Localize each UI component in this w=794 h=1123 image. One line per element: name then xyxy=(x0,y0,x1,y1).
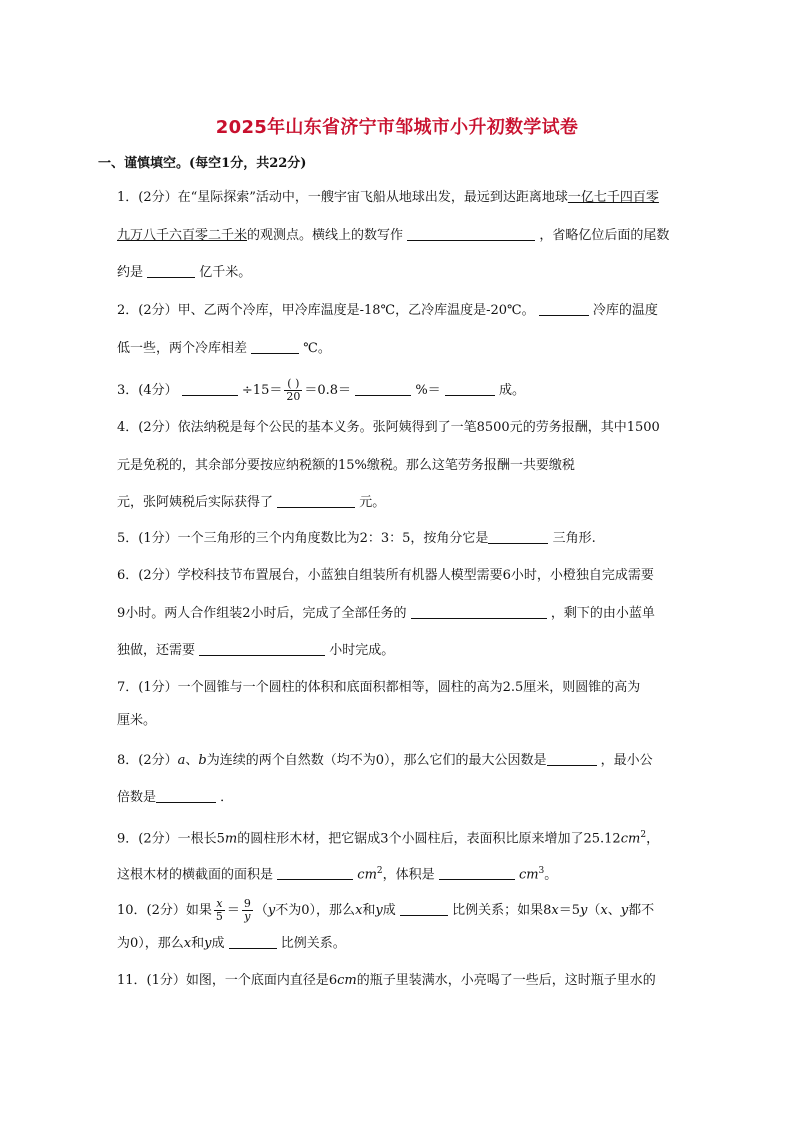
fraction-over-20: $\frac{( )}{20}$ xyxy=(286,377,301,403)
question-5-line-1: 5．(1分）一个三角形的三个内角度数比为2：3：5，按角分它是 三角形. xyxy=(117,531,596,546)
answer-blank-q8-2[interactable] xyxy=(156,790,216,803)
answer-blank-q5[interactable] xyxy=(488,531,548,544)
question-6-line-2: 9小时。两人合作组装2小时后，完成了全部任务的 ，剩下的由小蓝单 xyxy=(117,606,655,621)
question-9-line-1: 9．(2分）一根长5m的圆柱形木材，把它锯成3个小圆柱后，表面积比原来增加了$25.12cm^2$， xyxy=(117,830,660,847)
section-heading: 一、谨慎填空。(每空1分，共22分) xyxy=(98,156,307,171)
answer-blank-q9-1[interactable] xyxy=(277,867,353,880)
question-1-line-2: 九万八千六百零二千米的观测点。横线上的数写作 ，省略亿位后面的尾数 xyxy=(117,228,670,243)
question-6-line-1: 6．(2分）学校科技节布置展台，小蓝独自组装所有机器人模型需要6小时，小橙独自完成需要 xyxy=(117,568,654,583)
question-10-line-2: 为0），那么x和y成 比例关系。 xyxy=(117,936,346,951)
question-7-line-2: 厘米。 xyxy=(117,713,157,728)
answer-blank-q6-2[interactable] xyxy=(199,643,325,656)
answer-blank-q1-2[interactable] xyxy=(147,265,195,278)
question-3-line-1: 3．(4分） ÷15＝ $\frac{( )}{20}$ ＝0.8＝ %＝ 成。 xyxy=(117,377,525,403)
fraction-x-over-5: $\frac{x}{5}$ xyxy=(215,897,223,923)
question-4-line-3: 元，张阿姨税后实际获得了 元。 xyxy=(117,495,386,510)
question-10-line-1: 10．(2分）如果 $\frac{x}{5}$ ＝ $\frac{9}{y}$ （y不为0），那么x和y成 比例关系；如果8x＝5y（x、y都不 xyxy=(117,897,655,923)
answer-blank-q6-1[interactable] xyxy=(411,606,547,619)
question-4-line-2: 元是免税的，其余部分要按应纳税额的15%缴税。那么这笔劳务报酬一共要缴税 xyxy=(117,458,575,473)
answer-blank-q10-2[interactable] xyxy=(229,936,277,949)
question-6-line-3: 独做，还需要 小时完成。 xyxy=(117,643,395,658)
fraction-9-over-y: $\frac{9}{y}$ xyxy=(243,897,251,923)
question-9-line-2: 这根木材的横截面的面积是 $cm^2$，体积是 $cm^3$。 xyxy=(117,866,558,883)
answer-blank-q10-1[interactable] xyxy=(400,903,448,916)
question-8-line-1: 8．(2分）a、b为连续的两个自然数（均不为0），那么它们的最大公因数是 ，最小公 xyxy=(117,753,653,768)
question-7-line-1: 7．(1分）一个圆锥与一个圆柱的体积和底面积都相等，圆柱的高为2.5厘米，则圆锥的高为 xyxy=(117,680,641,695)
answer-blank-q3-2[interactable] xyxy=(355,383,411,396)
question-2-line-2: 低一些，两个冷库相差 ℃。 xyxy=(117,341,331,356)
page-title: 2025年山东省济宁市邹城市小升初数学试卷 xyxy=(215,117,579,138)
question-8-line-2: 倍数是 ． xyxy=(117,790,234,805)
question-4-line-1: 4．(2分）依法纳税是每个公民的基本义务。张阿姨得到了一笔8500元的劳务报酬，其中1500 xyxy=(117,420,660,435)
underlined-number-text-cont: 九万八千六百零二千米 xyxy=(117,228,248,243)
answer-blank-q2-2[interactable] xyxy=(251,341,299,354)
answer-blank-q2-1[interactable] xyxy=(539,303,589,316)
underlined-number-text: 一亿七千四百零 xyxy=(567,190,659,205)
answer-blank-q3-3[interactable] xyxy=(445,383,495,396)
question-11-line-1: 11．(1分）如图，一个底面内直径是6cm的瓶子里装满水，小亮喝了一些后，这时瓶子里水的 xyxy=(117,973,656,988)
question-1-line-1: 1．(2分）在“星际探索”活动中，一艘宇宙飞船从地球出发，最远到达距离地球一亿七千四百零 xyxy=(117,190,659,205)
answer-blank-q3-1[interactable] xyxy=(182,383,238,396)
answer-blank-q8-1[interactable] xyxy=(547,753,597,766)
answer-blank-q4[interactable] xyxy=(277,495,355,508)
answer-blank-q9-2[interactable] xyxy=(439,867,515,880)
question-1-line-3: 约是 亿千米。 xyxy=(117,265,252,280)
question-2-line-1: 2．(2分）甲、乙两个冷库，甲冷库温度是-18℃，乙冷库温度是-20℃。 冷库的温度 xyxy=(117,303,658,318)
answer-blank-q1-1[interactable] xyxy=(407,228,535,241)
